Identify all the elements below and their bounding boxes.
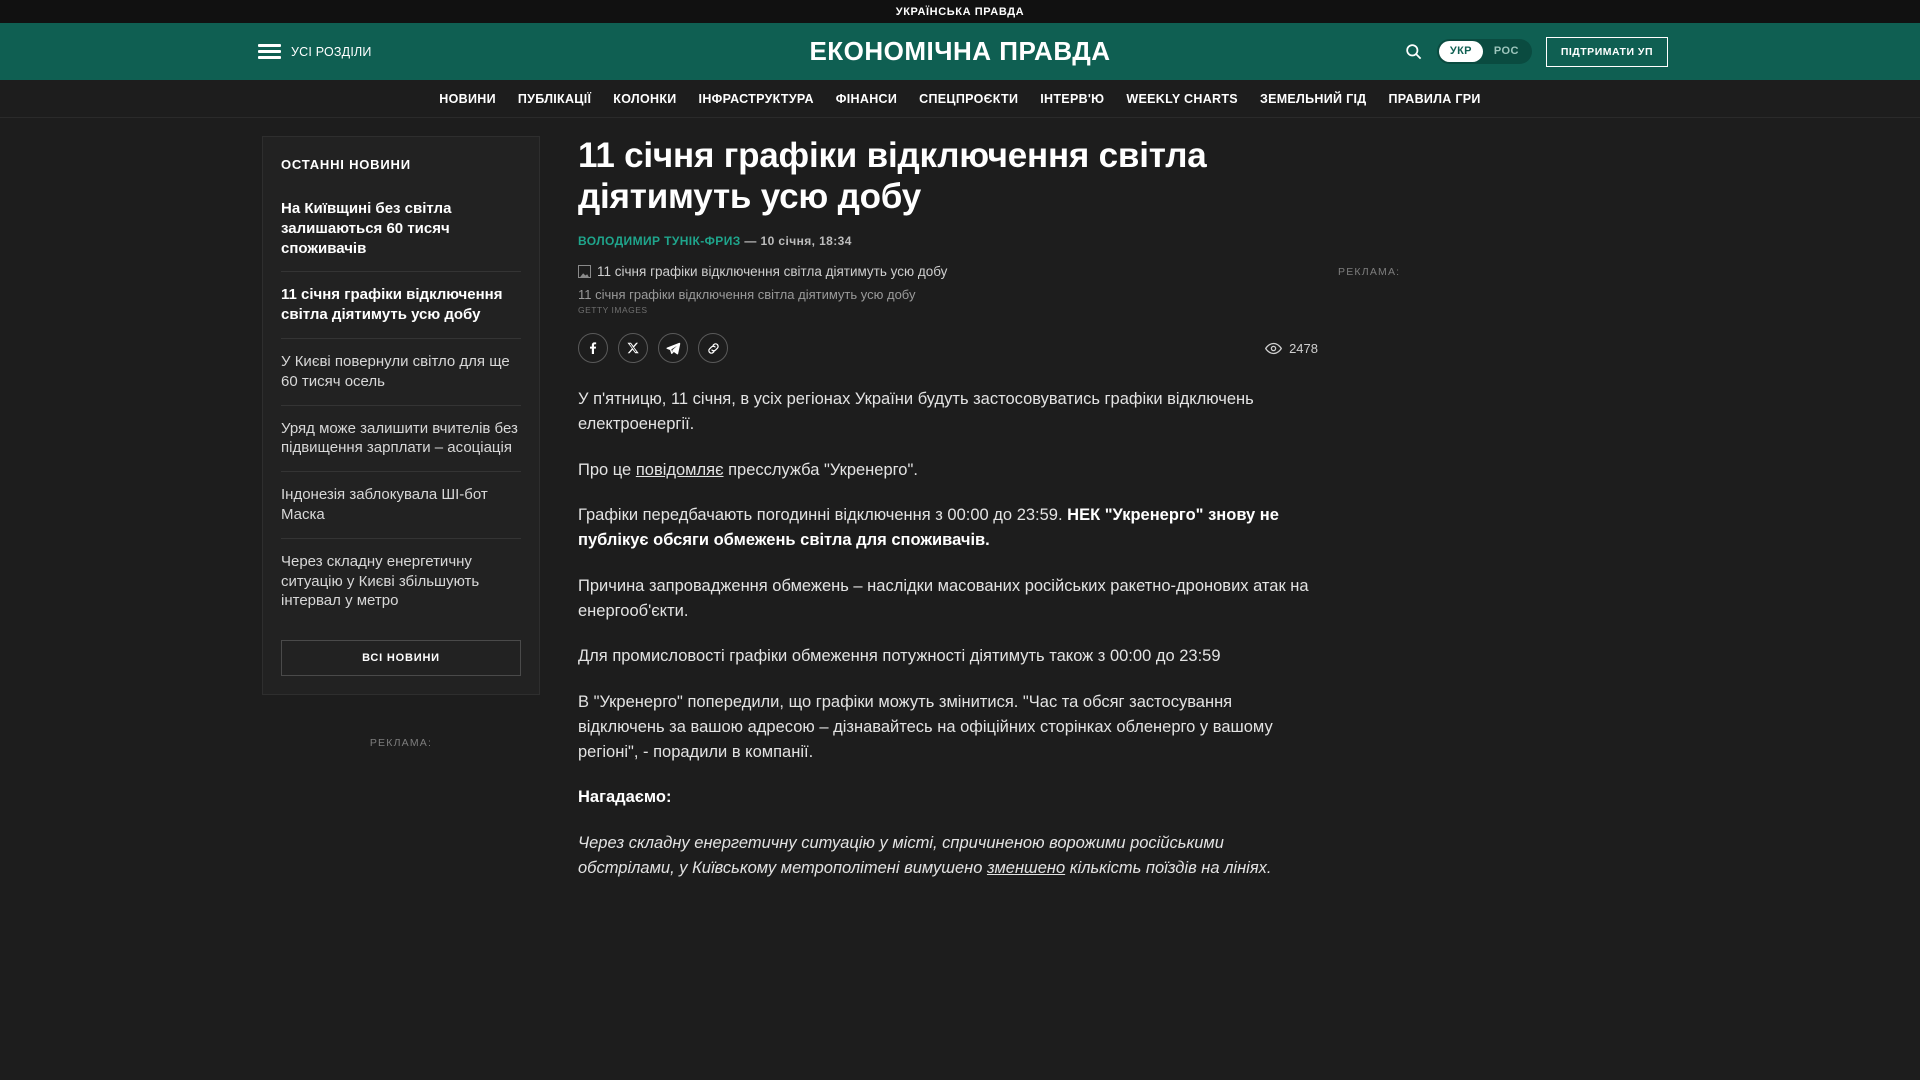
latest-news-box	[262, 136, 540, 695]
paragraph: Для промисловості графіки обмеження потужності діятимуть також з 00:00 до 23:59	[578, 647, 1221, 666]
share-icons	[578, 333, 728, 363]
site-brand-title[interactable]: ЕКОНОМІЧНА ПРАВДА	[809, 36, 1111, 66]
nav-item-publikacii[interactable]: ПУБЛІКАЦІЇ	[517, 91, 592, 106]
paragraph-text: Графіки передбачають погодинні відключення з 00:00 до 23:59.	[578, 506, 1068, 525]
header-actions	[1404, 37, 1668, 67]
sidebar-ad-label: РЕКЛАМА:	[369, 737, 433, 750]
source-link[interactable]: повідомляє	[635, 460, 724, 479]
paragraph: Причина запровадження обмежень – наслідки масованих російських ракетно-дронових атак на енергооб'єкти.	[578, 576, 1309, 620]
image-credit: GETTY IMAGES	[578, 305, 648, 316]
nav-item-infrastruktura[interactable]: ІНФРАСТРУКТУРА	[698, 91, 814, 106]
nav-item-weekly-charts[interactable]: WEEKLY CHARTS	[1126, 91, 1238, 106]
paragraph-text: пресслужба "Укренерго".	[723, 460, 918, 479]
image-caption: 11 січня графіки відключення світла діятимуть усю добу	[578, 287, 916, 303]
eye-icon	[1265, 342, 1282, 355]
nav-item-finansy[interactable]: ФІНАНСИ	[835, 91, 898, 106]
list-item[interactable]: 11 січня графіки відключення світла діятимуть усю добу	[281, 272, 521, 339]
share-row	[578, 333, 1318, 363]
paragraph	[578, 503, 1318, 553]
paragraph-text: кількість поїздів на лініях.	[1065, 858, 1272, 877]
menu-label: УСІ РОЗДІЛИ	[291, 44, 372, 59]
paragraph-text: Через складну енергетичну ситуацію у місті, спричиненою ворожими російськими обстрілами, у Київському метрополітені вимушено	[578, 834, 1224, 877]
nav-item-kolonky[interactable]: КОЛОНКИ	[613, 91, 677, 106]
reminder-heading: Нагадаємо:	[578, 788, 672, 807]
list-item[interactable]: Через складну енергетичну ситуацію у Києві збільшують інтервал у метро	[281, 552, 480, 610]
list-item[interactable]: У Києві повернули світло для ще 60 тисяч осель	[281, 339, 521, 406]
related-link[interactable]: зменшено	[986, 858, 1066, 877]
search-icon[interactable]	[1404, 42, 1423, 61]
paragraph: У п'ятницю, 11 січня, в усіх регіонах України будуть застосовуватись графіки відключень електроенергії.	[578, 390, 1254, 433]
latest-news-title: ОСТАННІ НОВИНИ	[281, 157, 411, 172]
article-body	[578, 387, 1318, 881]
facebook-icon[interactable]	[578, 333, 608, 363]
list-item[interactable]: На Київщині без світла залишаються 60 тисяч споживачів	[281, 186, 521, 272]
nav-item-zemelnyi-hid[interactable]: ЗЕМЕЛЬНИЙ ГІД	[1259, 91, 1367, 106]
paragraph	[578, 785, 1318, 810]
paragraph: В "Укренерго" попередили, що графіки можуть змінитися. "Час та обсяг застосування відключень за вашою адресою – дізнавайтесь на офіційних сторінках обленерго у вашому регіоні", - порадили в компанії.	[578, 693, 1273, 761]
right-ad-label: РЕКЛАМА:	[1338, 266, 1401, 278]
site-header	[0, 23, 1920, 80]
page-content	[0, 118, 1920, 877]
lang-uk-button[interactable]: УКР	[1439, 41, 1483, 62]
main-navigation	[0, 80, 1920, 118]
nav-item-pravyla-hry[interactable]: ПРАВИЛА ГРИ	[1388, 91, 1481, 106]
nav-item-novyny[interactable]: НОВИНИ	[439, 91, 496, 106]
ukrainska-pravda-logo[interactable]: УКРАЇНСЬКА ПРАВДА	[895, 5, 1025, 18]
broken-image-icon	[578, 265, 591, 278]
paragraph-text: Про це	[578, 460, 636, 479]
nav-item-interv-yu[interactable]: ІНТЕРВ'Ю	[1040, 91, 1105, 106]
list-item[interactable]: Уряд може залишити вчителів без підвищення зарплати – асоціація	[281, 406, 521, 473]
nav-item-specproekty[interactable]: СПЕЦПРОЄКТИ	[919, 91, 1019, 106]
telegram-icon[interactable]	[658, 333, 688, 363]
list-item[interactable]: Індонезія заблокувала ШІ-бот Маска	[281, 472, 521, 539]
article	[578, 136, 1318, 902]
view-counter	[1265, 341, 1318, 356]
article-image-alt: 11 січня графіки відключення світла діятимуть усю добу	[597, 264, 948, 280]
support-button[interactable]: ПІДТРИМАТИ УП	[1546, 37, 1668, 67]
page-title: 11 січня графіки відключення світла діятимуть усю добу	[578, 136, 1207, 216]
author-link[interactable]: ВОЛОДИМИР ТУНІК-ФРИЗ	[578, 234, 741, 249]
article-image	[578, 264, 1318, 279]
byline	[578, 234, 1318, 248]
paragraph	[578, 458, 1318, 483]
lang-ru-button[interactable]: РОС	[1493, 45, 1519, 57]
all-news-button[interactable]: ВСІ НОВИНИ	[281, 640, 521, 676]
copy-link-icon[interactable]	[698, 333, 728, 363]
view-count: 2478	[1289, 340, 1318, 356]
sidebar	[262, 136, 540, 749]
paragraph	[578, 831, 1318, 881]
publish-date: — 10 січня, 18:34	[744, 234, 852, 249]
language-switch[interactable]	[1437, 39, 1532, 64]
x-twitter-icon[interactable]	[618, 333, 648, 363]
paragraph-bold: НЕК "Укренерго" знову не публікує обсяги обмежень світла для споживачів.	[578, 506, 1279, 550]
top-strip	[0, 0, 1920, 23]
